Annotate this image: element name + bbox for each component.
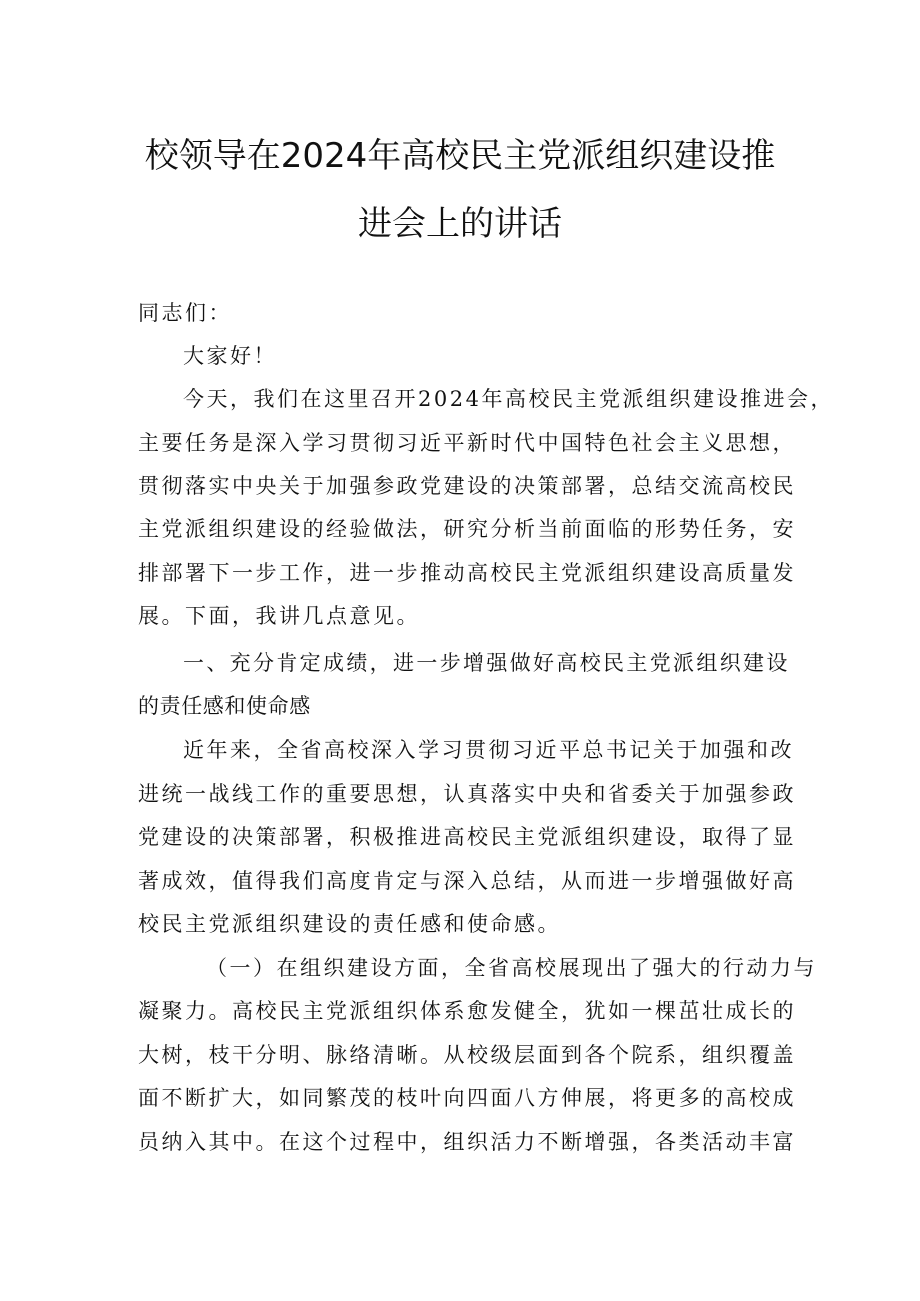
paragraph-3-line: 大树，枝干分明、脉络清晰。从校级层面到各个院系，组织覆盖	[138, 1043, 796, 1067]
paragraph-1-line: 主要任务是深入学习贯彻习近平新时代中国特色社会主义思想，	[138, 431, 796, 455]
paragraph-2-line: 校民主党派组织建设的责任感和使命感。	[138, 912, 561, 936]
paragraph-2-line: 近年来，全省高校深入学习贯彻习近平总书记关于加强和改	[183, 738, 794, 762]
document-title-line-2: 进会上的讲话	[358, 204, 562, 244]
document-title-line-1: 校领导在2024年高校民主党派组织建设推	[144, 136, 776, 176]
greeting: 大家好！	[183, 344, 277, 368]
paragraph-1-line: 贯彻落实中央关于加强参政党建设的决策部署，总结交流高校民	[138, 474, 796, 498]
paragraph-3-line: 面不断扩大，如同繁茂的枝叶向四面八方伸展，将更多的高校成	[138, 1086, 796, 1110]
paragraph-3-line: 员纳入其中。在这个过程中，组织活力不断增强，各类活动丰富	[138, 1130, 796, 1154]
paragraph-2-line: 进统一战线工作的重要思想，认真落实中央和省委关于加强参政	[138, 782, 796, 806]
section-heading-line-2: 的责任感和使命感	[138, 694, 311, 718]
paragraph-1-line: 今天，我们在这里召开2024年高校民主党派组织建设推进会，	[183, 387, 834, 411]
paragraph-2-line: 著成效，值得我们高度肯定与深入总结，从而进一步增强做好高	[138, 869, 796, 893]
paragraph-1-line: 排部署下一步工作，进一步推动高校民主党派组织建设高质量发	[138, 561, 796, 585]
paragraph-3-line: （一）在组织建设方面，全省高校展现出了强大的行动力与	[206, 956, 817, 980]
paragraph-3-line: 凝聚力。高校民主党派组织体系愈发健全，犹如一棵茁壮成长的	[138, 999, 796, 1023]
paragraph-2-line: 党建设的决策部署，积极推进高校民主党派组织建设，取得了显	[138, 825, 796, 849]
paragraph-1-line: 主党派组织建设的经验做法，研究分析当前面临的形势任务，安	[138, 517, 796, 541]
salutation: 同志们：	[138, 301, 232, 325]
paragraph-1-line: 展。下面，我讲几点意见。	[138, 604, 420, 628]
section-heading-line-1: 一、充分肯定成绩，进一步增强做好高校民主党派组织建设	[183, 651, 788, 675]
